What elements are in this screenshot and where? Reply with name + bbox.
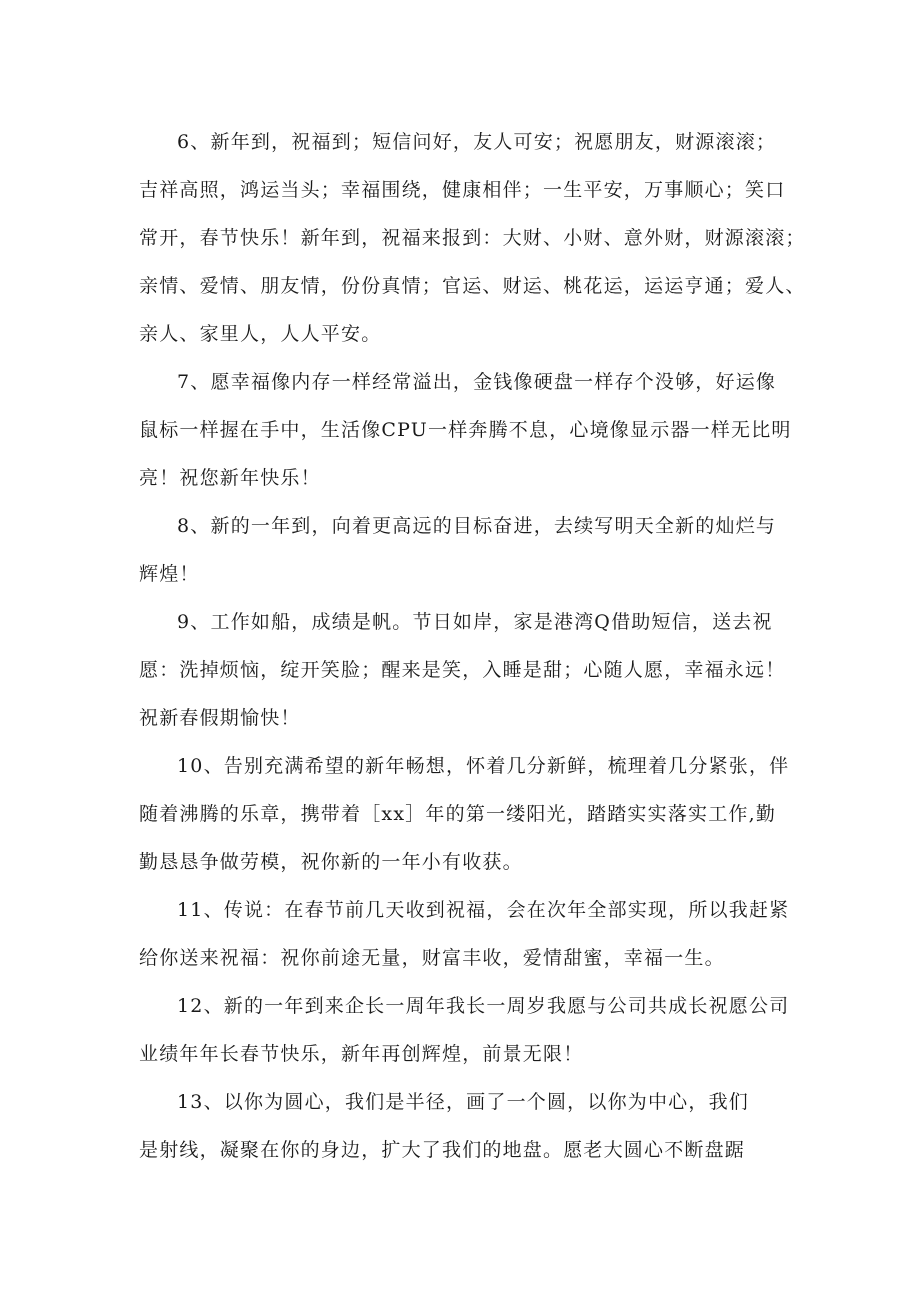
text-line: 亮！祝您新年快乐！	[139, 467, 321, 489]
paragraph-6	[139, 118, 806, 358]
text-line: 祝新春假期愉快！	[139, 707, 301, 729]
text-line: 给你送来祝福：祝你前途无量，财富丰收，爱情甜蜜，幸福一生。	[139, 947, 725, 969]
text-line: 随着沸腾的乐章，携带着［xx］年的第一缕阳光，踏踏实实落实工作,勤	[139, 803, 777, 825]
text-line: 10、告别充满希望的新年畅想，怀着几分新鲜，梳理着几分紧张，伴	[177, 755, 790, 777]
text-line: 11、传说：在春节前几天收到祝福，会在次年全部实现，所以我赶紧	[177, 899, 790, 921]
text-line: 6、新年到，祝福到；短信问好，友人可安；祝愿朋友，财源滚滚；	[177, 131, 777, 153]
text-line: 亲人、家里人，人人平安。	[139, 323, 382, 345]
text-line: 常开，春节快乐！新年到，祝福来报到：大财、小财、意外财，财源滚滚；	[139, 227, 806, 249]
text-line: 亲情、爱情、朋友情，份份真情；官运、财运、桃花运，运运亨通；爱人、	[139, 275, 806, 297]
paragraph-9	[139, 598, 799, 742]
paragraph-8	[139, 502, 799, 598]
paragraph-12	[139, 982, 799, 1078]
text-line: 业绩年年长春节快乐，新年再创辉煌，前景无限！	[139, 1043, 584, 1065]
text-line: 是射线，凝聚在你的身边，扩大了我们的地盘。愿老大圆心不断盘踞	[139, 1139, 746, 1161]
text-line: 愿：洗掉烦恼，绽开笑脸；醒来是笑，入睡是甜；心随人愿，幸福永远！	[139, 659, 786, 681]
paragraph-7	[139, 358, 799, 502]
text-line: 9、工作如船，成绩是帆。节日如岸，家是港湾Q借助短信，送去祝	[177, 611, 773, 633]
text-line: 8、新的一年到，向着更高远的目标奋进，去续写明天全新的灿烂与	[177, 515, 777, 537]
text-line: 吉祥高照，鸿运当头；幸福围绕，健康相伴；一生平安，万事顺心；笑口	[139, 179, 786, 201]
paragraph-10	[139, 742, 799, 886]
text-line: 勤恳恳争做劳模，祝你新的一年小有收获。	[139, 851, 523, 873]
paragraph-13	[139, 1078, 799, 1174]
document-body	[139, 118, 806, 1174]
text-line: 7、愿幸福像内存一样经常溢出，金钱像硬盘一样存个没够，好运像	[177, 371, 777, 393]
text-line: 辉煌！	[139, 563, 200, 585]
text-line: 12、新的一年到来企长一周年我长一周岁我愿与公司共成长祝愿公司	[177, 995, 790, 1017]
paragraph-11	[139, 886, 799, 982]
text-line: 13、以你为圆心，我们是半径，画了一个圆，以你为中心，我们	[177, 1091, 749, 1113]
text-line: 鼠标一样握在手中，生活像CPU一样奔腾不息，心境像显示器一样无比明	[139, 419, 792, 441]
